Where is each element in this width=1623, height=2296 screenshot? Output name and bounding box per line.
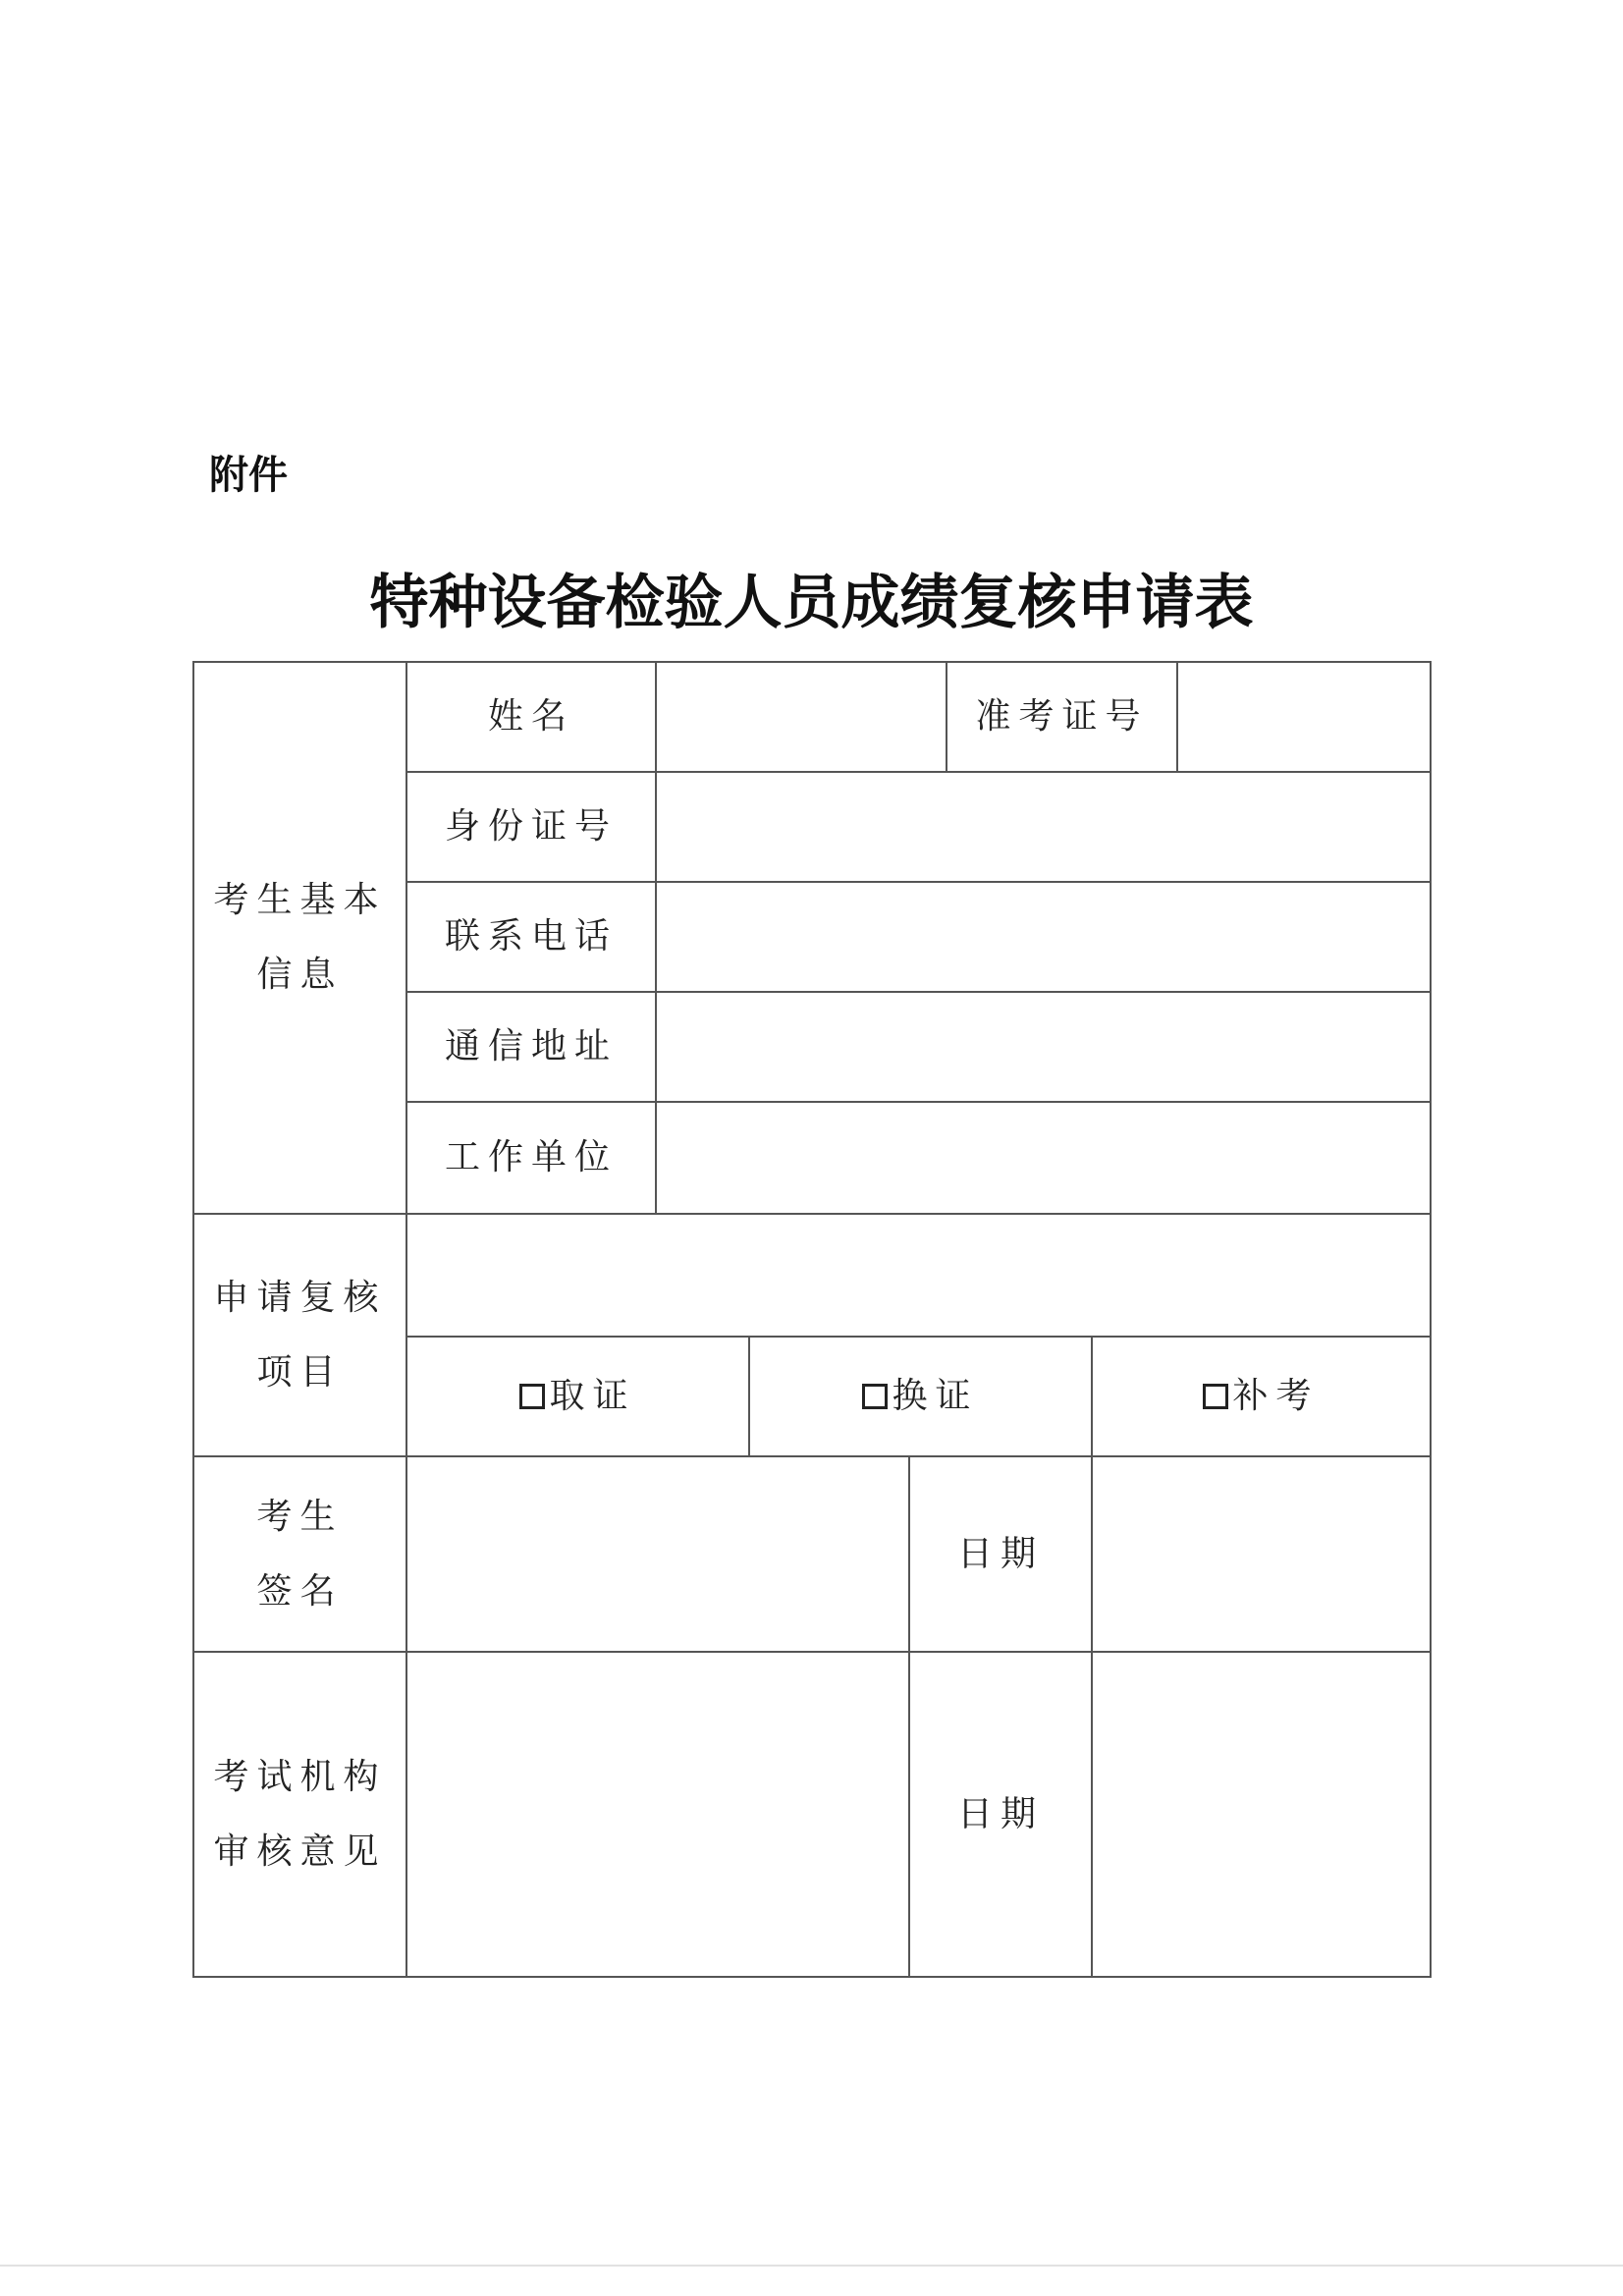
name-label: 姓名 <box>487 696 574 737</box>
employer-label: 工作单位 <box>444 1137 618 1177</box>
basic-info-label-line1: 考生基本 <box>213 880 387 920</box>
review-items-label-line2: 项目 <box>256 1351 344 1393</box>
option-label: 换证 <box>892 1376 979 1416</box>
signature-date-label: 日期 <box>956 1533 1044 1574</box>
phone-label: 联系电话 <box>444 916 618 957</box>
institution-review-date-field[interactable] <box>1093 1653 1430 1976</box>
form-title: 特种设备检验人员成绩复核申请表 <box>369 569 1254 637</box>
signature-field[interactable] <box>407 1457 908 1651</box>
attachment-label: 附件 <box>209 453 288 498</box>
institution-review-label-line1: 考试机构 <box>213 1756 387 1797</box>
review-items-field[interactable] <box>407 1215 1430 1336</box>
option-makeup-exam[interactable] <box>1093 1338 1430 1455</box>
option-renew-certificate[interactable] <box>750 1338 1091 1455</box>
table-border-bottom <box>192 1976 1432 1978</box>
name-field[interactable] <box>657 663 946 771</box>
id-number-field[interactable] <box>657 773 1430 881</box>
institution-review-label-line2: 审核意见 <box>213 1831 387 1872</box>
employer-field[interactable] <box>657 1103 1430 1213</box>
option-obtain-certificate[interactable] <box>407 1338 748 1455</box>
signature-date-field[interactable] <box>1093 1457 1430 1651</box>
checkbox-icon[interactable] <box>1203 1384 1228 1409</box>
signature-section-label <box>194 1457 406 1651</box>
option-label: 取证 <box>549 1376 636 1416</box>
signature-label-line1: 考生 <box>256 1496 344 1537</box>
review-items-section-label <box>194 1215 406 1455</box>
admission-number-label: 准考证号 <box>975 696 1149 737</box>
phone-field[interactable] <box>657 883 1430 991</box>
address-label: 通信地址 <box>444 1026 618 1066</box>
id-number-label: 身份证号 <box>444 806 618 847</box>
address-field[interactable] <box>657 993 1430 1101</box>
scan-edge-line <box>0 2265 1623 2267</box>
basic-info-section-label <box>194 663 406 1213</box>
institution-review-field[interactable] <box>407 1653 908 1976</box>
admission-number-field[interactable] <box>1178 663 1430 771</box>
review-items-label-line1: 申请复核 <box>213 1277 387 1318</box>
option-label: 补考 <box>1232 1376 1320 1416</box>
table-border-right <box>1430 661 1432 1978</box>
checkbox-icon[interactable] <box>519 1384 545 1409</box>
signature-label-line2: 签名 <box>256 1570 344 1612</box>
basic-info-label-line2: 信息 <box>256 955 344 995</box>
institution-review-date-label: 日期 <box>956 1793 1044 1834</box>
checkbox-icon[interactable] <box>862 1384 888 1409</box>
institution-review-section-label <box>194 1653 406 1976</box>
